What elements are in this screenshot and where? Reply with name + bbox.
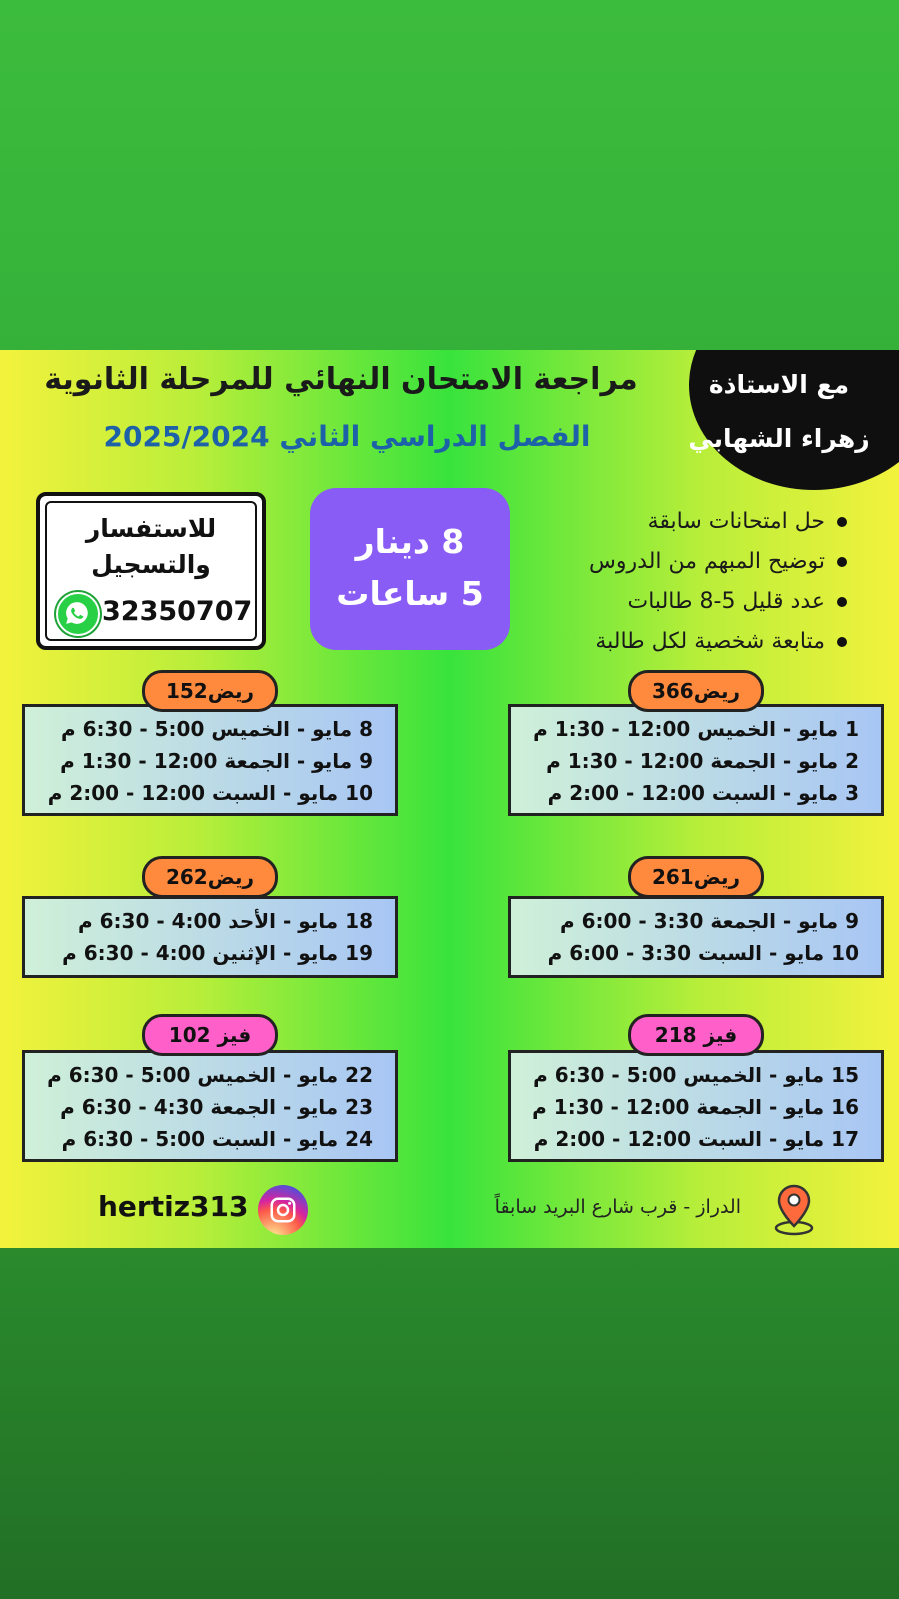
- course-label-f218: فيز 218: [628, 1014, 764, 1056]
- schedule-row: 19 مايو - الإثنين 4:00 - 6:30 م: [62, 941, 373, 965]
- course-label-r152: ريض152: [142, 670, 278, 712]
- price-box: [310, 488, 510, 650]
- course-label-r262: ريض262: [142, 856, 278, 898]
- schedule-f218: [508, 1050, 884, 1162]
- poster: [0, 350, 899, 1248]
- schedule-row: 23 مايو - الجمعة 4:30 - 6:30 م: [60, 1095, 373, 1119]
- schedule-row: 1 مايو - الخميس 12:00 - 1:30 م: [533, 717, 859, 741]
- price-hours: 5 ساعات: [336, 574, 484, 613]
- schedule-r152: [22, 704, 398, 816]
- teacher-name: مع الاستاذة زهراء الشهابي: [688, 370, 870, 453]
- schedule-r261: [508, 896, 884, 978]
- schedule-row: 17 مايو - السبت 12:00 - 2:00 م: [533, 1127, 859, 1151]
- schedule-row: 3 مايو - السبت 12:00 - 2:00 م: [547, 781, 859, 805]
- list-item: حل امتحانات سابقة: [527, 502, 847, 542]
- schedule-row: 2 مايو - الجمعة 12:00 - 1:30 م: [546, 749, 859, 773]
- instagram-icon[interactable]: [258, 1185, 308, 1235]
- course-label-r261: ريض261: [628, 856, 764, 898]
- list-item: متابعة شخصية لكل طالبة: [527, 622, 847, 662]
- list-item: توضيح المبهم من الدروس: [527, 542, 847, 582]
- schedule-f102: [22, 1050, 398, 1162]
- phone-number[interactable]: 32350707: [102, 596, 253, 627]
- features-list: [527, 502, 847, 662]
- price-amount: 8 دينار: [355, 522, 465, 561]
- course-label-r366: ريض366: [628, 670, 764, 712]
- schedule-row: 8 مايو - الخميس 5:00 - 6:30 م: [61, 717, 373, 741]
- list-item: عدد قليل 5-8 طالبات: [527, 582, 847, 622]
- schedule-row: 10 مايو - السبت 12:00 - 2:00 م: [47, 781, 373, 805]
- schedule-row: 9 مايو - الجمعة 3:30 - 6:00 م: [560, 909, 859, 933]
- schedule-row: 18 مايو - الأحد 4:00 - 6:30 م: [77, 909, 373, 933]
- contact-line1: للاستفسار: [85, 514, 217, 543]
- page-title: مراجعة الامتحان النهائي للمرحلة الثانوية: [44, 362, 638, 397]
- bottom-background: [0, 1248, 899, 1599]
- schedule-r262: [22, 896, 398, 978]
- schedule-row: 9 مايو - الجمعة 12:00 - 1:30 م: [60, 749, 373, 773]
- instagram-handle[interactable]: hertiz313: [98, 1190, 249, 1223]
- contact-card[interactable]: [36, 492, 266, 650]
- whatsapp-icon: [56, 592, 100, 636]
- top-background: [0, 0, 899, 350]
- schedule-row: 16 مايو - الجمعة 12:00 - 1:30 م: [532, 1095, 859, 1119]
- location-text: الدراز - قرب شارع البريد سابقاً: [494, 1196, 741, 1218]
- schedule-row: 10 مايو - السبت 3:30 - 6:00 م: [547, 941, 859, 965]
- page-subtitle: الفصل الدراسي الثاني 2025/2024: [103, 420, 591, 453]
- schedule-r366: [508, 704, 884, 816]
- schedule-row: 22 مايو - الخميس 5:00 - 6:30 م: [47, 1063, 373, 1087]
- course-label-f102: فيز 102: [142, 1014, 278, 1056]
- schedule-row: 24 مايو - السبت 5:00 - 6:30 م: [61, 1127, 373, 1151]
- contact-line2: والتسجيل: [91, 550, 211, 579]
- location-pin-icon: [772, 1182, 816, 1240]
- schedule-row: 15 مايو - الخميس 5:00 - 6:30 م: [533, 1063, 859, 1087]
